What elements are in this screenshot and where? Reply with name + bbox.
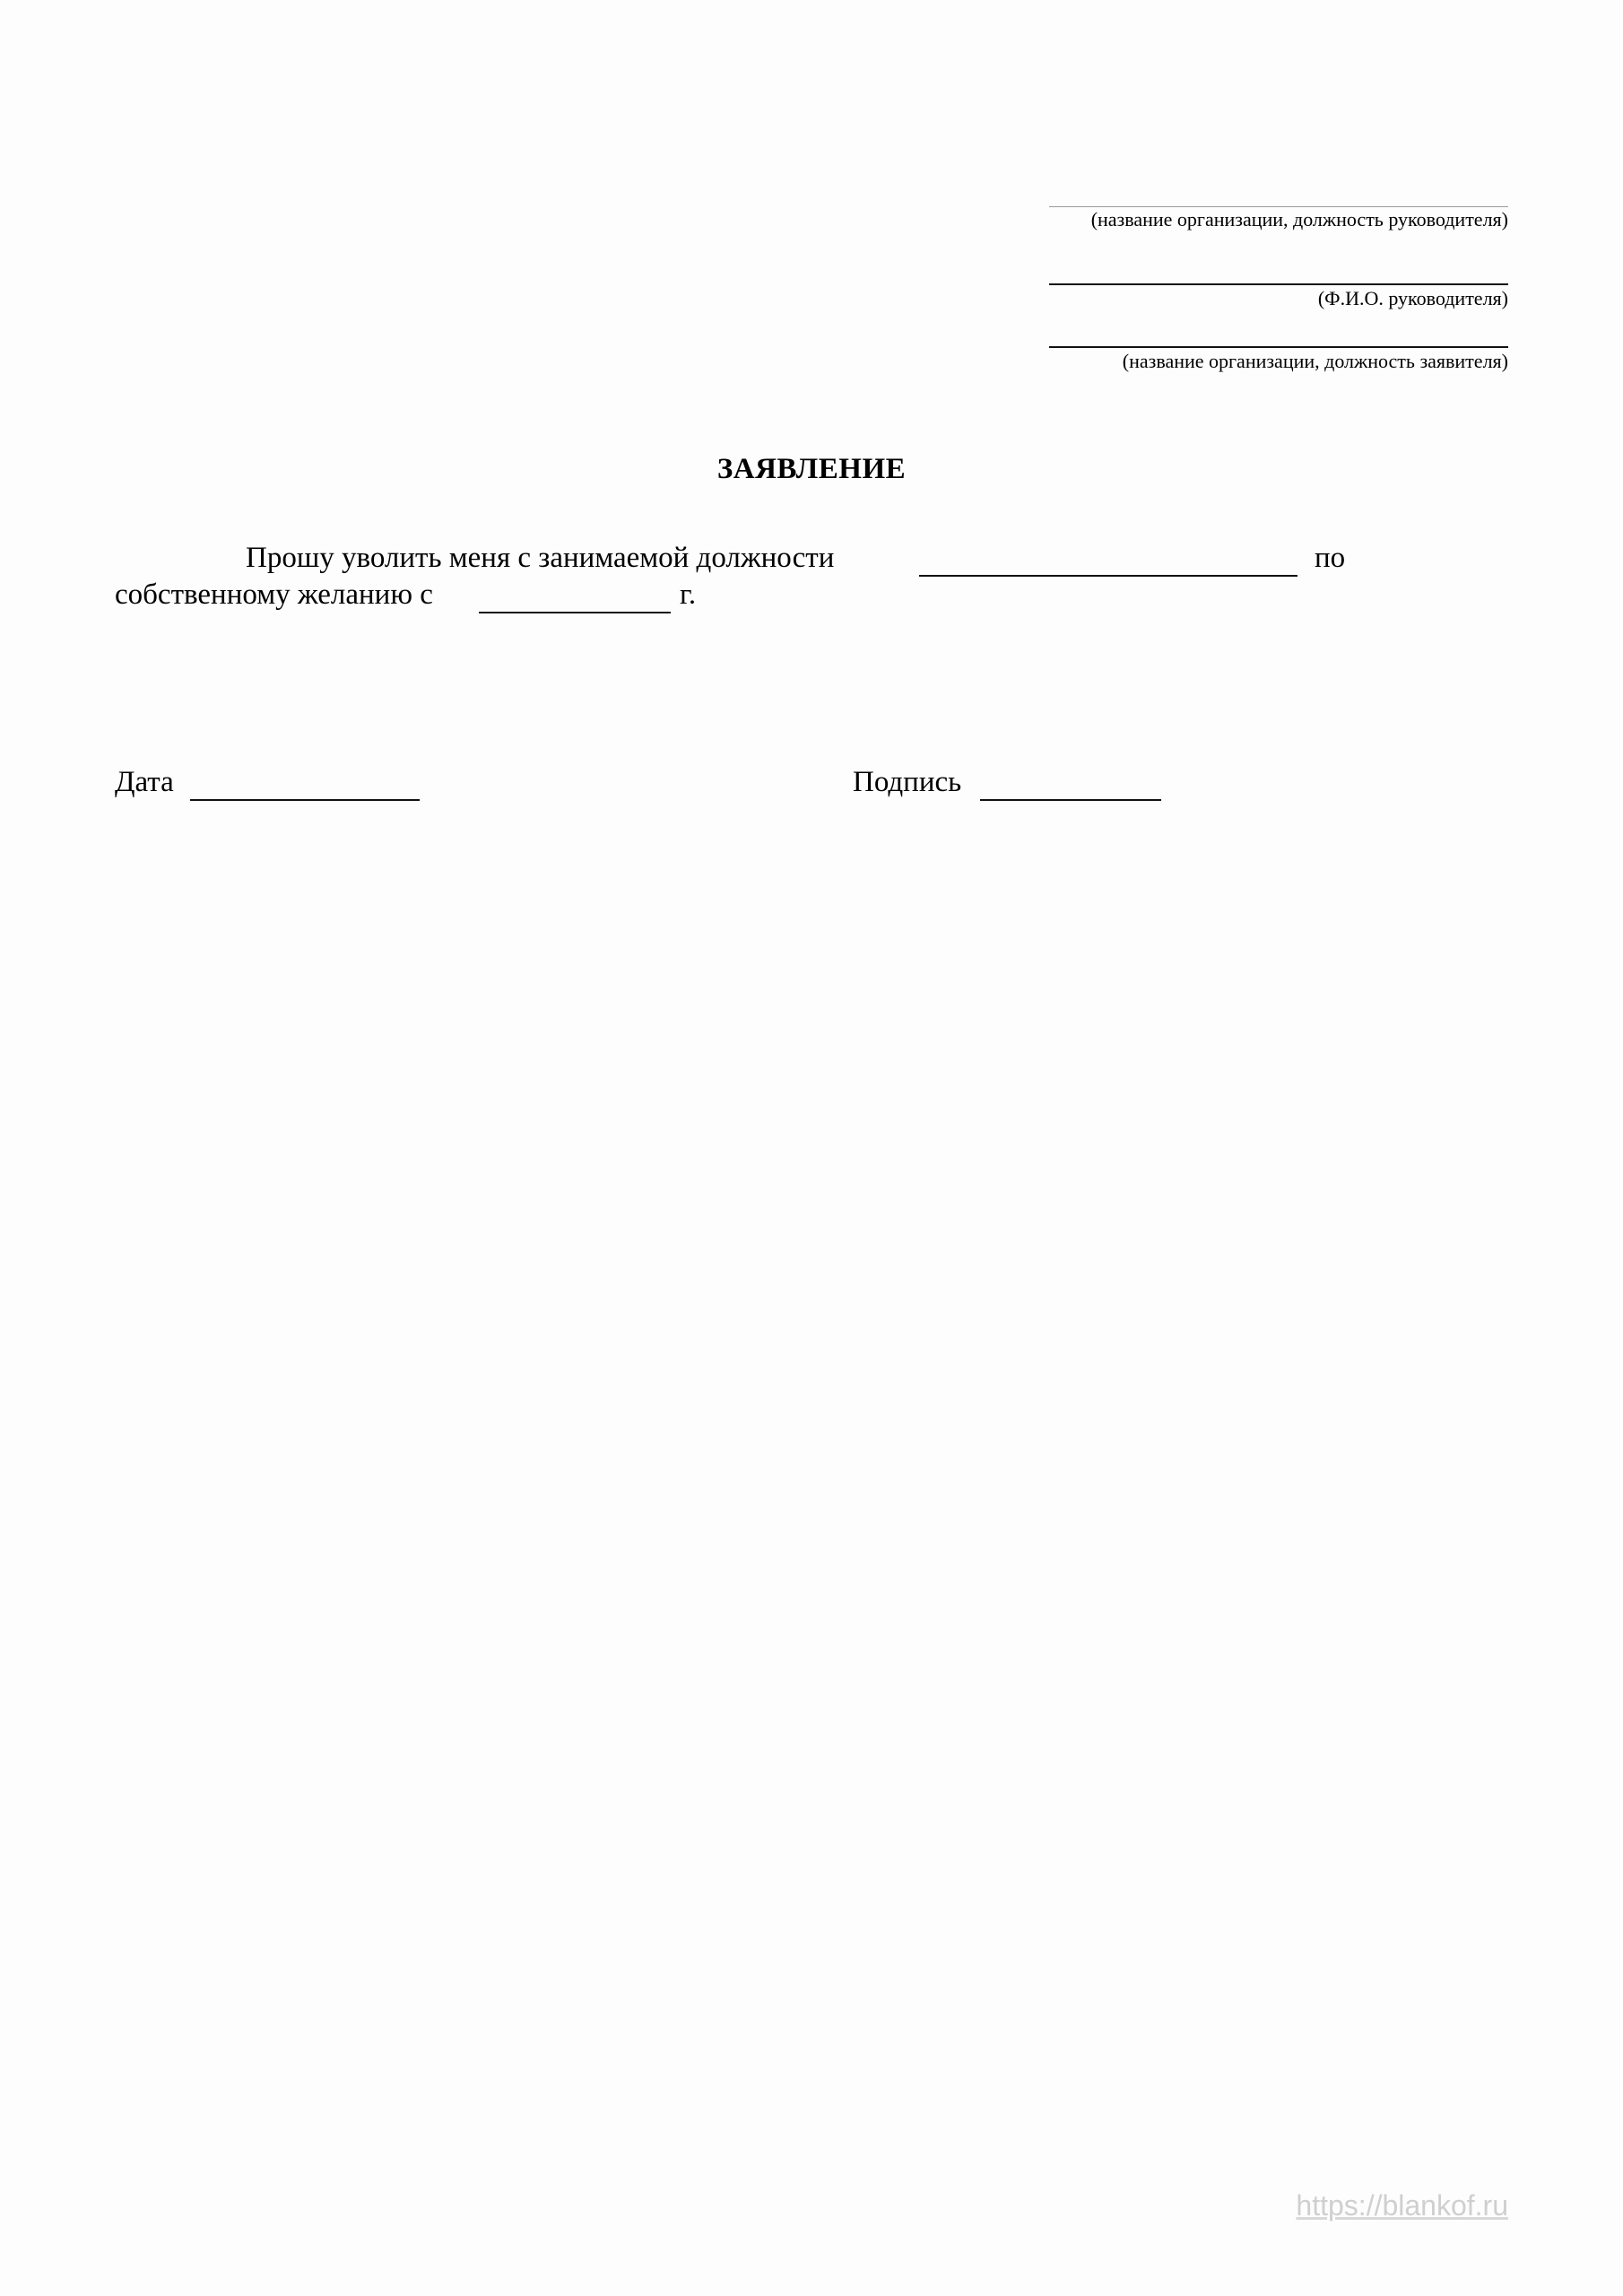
site-watermark-link[interactable]: https://blankof.ru	[1296, 2189, 1508, 2222]
document-title: ЗАЯВЛЕНИЕ	[716, 453, 907, 485]
dismissal-date-field[interactable]	[479, 612, 671, 613]
signature-field[interactable]	[980, 799, 1161, 801]
date-label: Дата	[115, 766, 174, 798]
manager-name-caption: (Ф.И.О. руководителя)	[1317, 287, 1508, 309]
request-text-line1-tail: по	[1315, 542, 1346, 574]
org-manager-field[interactable]	[1049, 206, 1508, 207]
year-suffix: г.	[680, 578, 697, 611]
org-manager-caption: (название организации, должность руководителя)	[1090, 208, 1508, 230]
org-applicant-field[interactable]	[1049, 346, 1508, 348]
request-text-line1: Прошу уволить меня с занимаемой должности	[246, 542, 835, 574]
date-field[interactable]	[190, 799, 420, 801]
manager-name-field[interactable]	[1049, 283, 1508, 285]
request-text-line2: собственному желанию с	[115, 578, 433, 611]
position-field[interactable]	[919, 575, 1298, 577]
signature-label: Подпись	[853, 766, 962, 798]
org-applicant-caption: (название организации, должность заявителя)	[1122, 350, 1508, 372]
